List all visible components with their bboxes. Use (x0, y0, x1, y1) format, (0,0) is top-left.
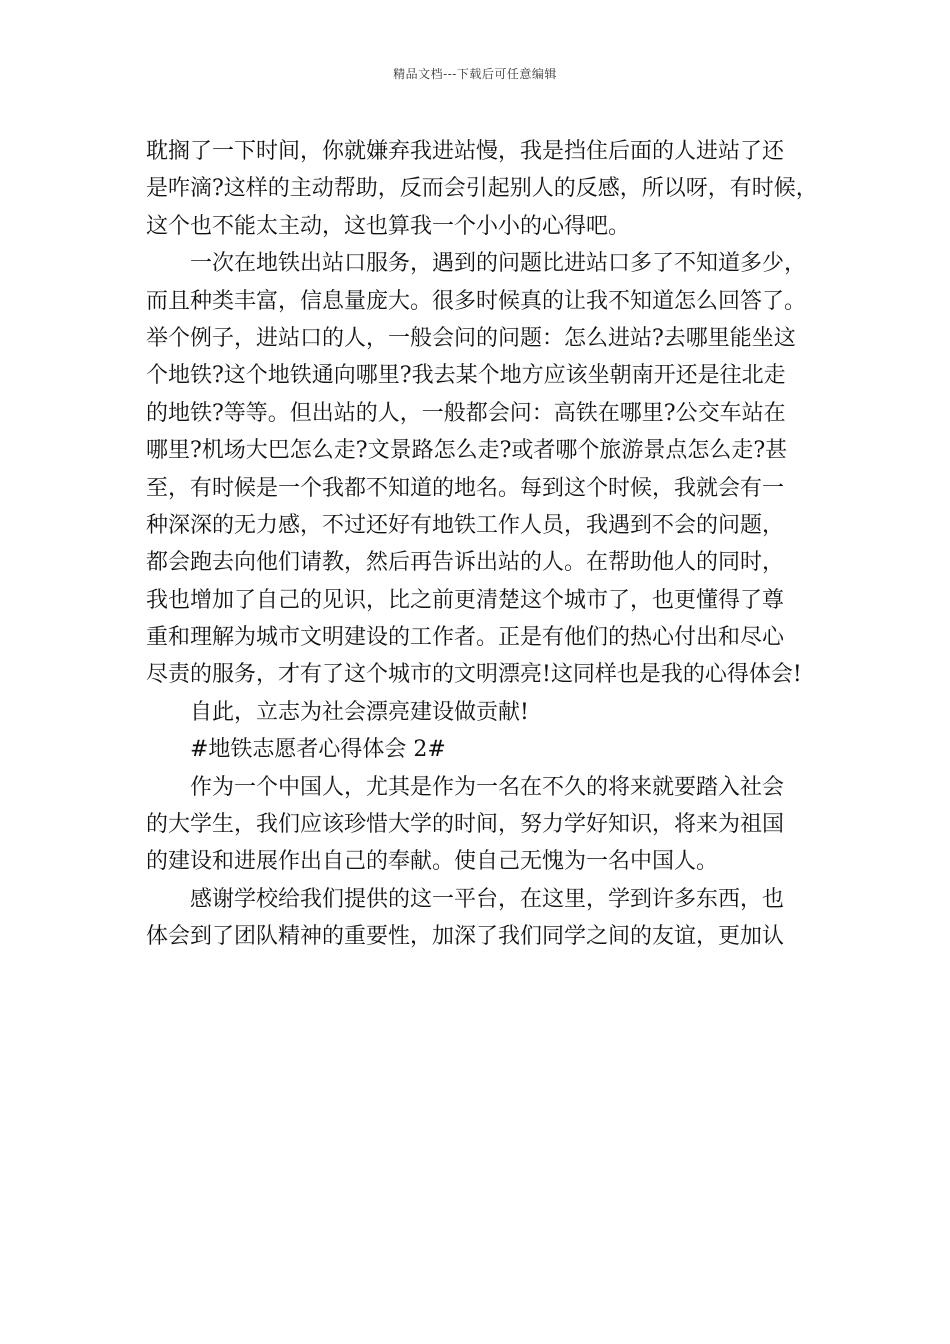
text-line: 耽搁了一下时间，你就嫌弃我进站慢，我是挡住后面的人进站了还 (146, 139, 785, 164)
text-line: 种深深的无力感，不过还好有地铁工作人员，我遇到不会的问题， (146, 512, 785, 538)
document-body (146, 133, 818, 956)
text-line: 而且种类丰富，信息量庞大。很多时候真的让我不知道怎么回答了。 (146, 288, 807, 314)
text-line: 重和理解为城市文明建设的工作者。正是有他们的热心付出和尽心 (146, 625, 785, 651)
text-line: 感谢学校给我们提供的这一平台，在这里，学到许多东西，也 (190, 886, 785, 912)
text-line: 是咋滴?这样的主动帮助，反而会引起别人的反感，所以呀，有时候， (146, 176, 818, 202)
text-line: 作为一个中国人，尤其是作为一名在不久的将来就要踏入社会 (190, 774, 785, 800)
text-line: 哪里?机场大巴怎么走?文景路怎么走?或者哪个旅游景点怎么走?甚 (146, 438, 788, 464)
text-line: 的大学生，我们应该珍惜大学的时间，努力学好知识，将来为祖国 (146, 812, 785, 838)
text-line: 至，有时候是一个我都不知道的地名。每到这个时候，我就会有一 (146, 475, 785, 501)
text-line: 我也增加了自己的见识，比之前更清楚这个城市了，也更懂得了尊 (146, 587, 785, 613)
text-line: 的地铁?等等。但出站的人，一般都会问：高铁在哪里?公交车站在 (146, 400, 786, 426)
text-line: 个地铁?这个地铁通向哪里?我去某个地方应该坐朝南开还是往北走 (146, 363, 786, 389)
text-line: 的建设和进展作出自己的奉献。使自己无愧为一名中国人。 (146, 849, 719, 875)
text-line: 都会跑去向他们请教，然后再告诉出站的人。在帮助他人的同时， (146, 550, 785, 576)
text-line: 一次在地铁出站口服务，遇到的问题比进站口多了不知道多少， (190, 251, 807, 277)
text-line: 体会到了团队精神的重要性，加深了我们同学之间的友谊，更加认 (146, 924, 785, 950)
page-header: 精品文档---下载后可任意编辑 (393, 67, 557, 81)
text-line: #地铁志愿者心得体会 2# (190, 737, 446, 763)
text-line: 尽责的服务，才有了这个城市的文明漂亮!这同样也是我的心得体会! (146, 662, 802, 688)
text-line: 自此，立志为社会漂亮建设做贡献! (190, 699, 529, 725)
text-line: 这个也不能太主动，这也算我一个小小的心得吧。 (146, 213, 631, 239)
text-line: 举个例子，进站口的人，一般会问的问题：怎么进站?去哪里能坐这 (146, 325, 796, 351)
